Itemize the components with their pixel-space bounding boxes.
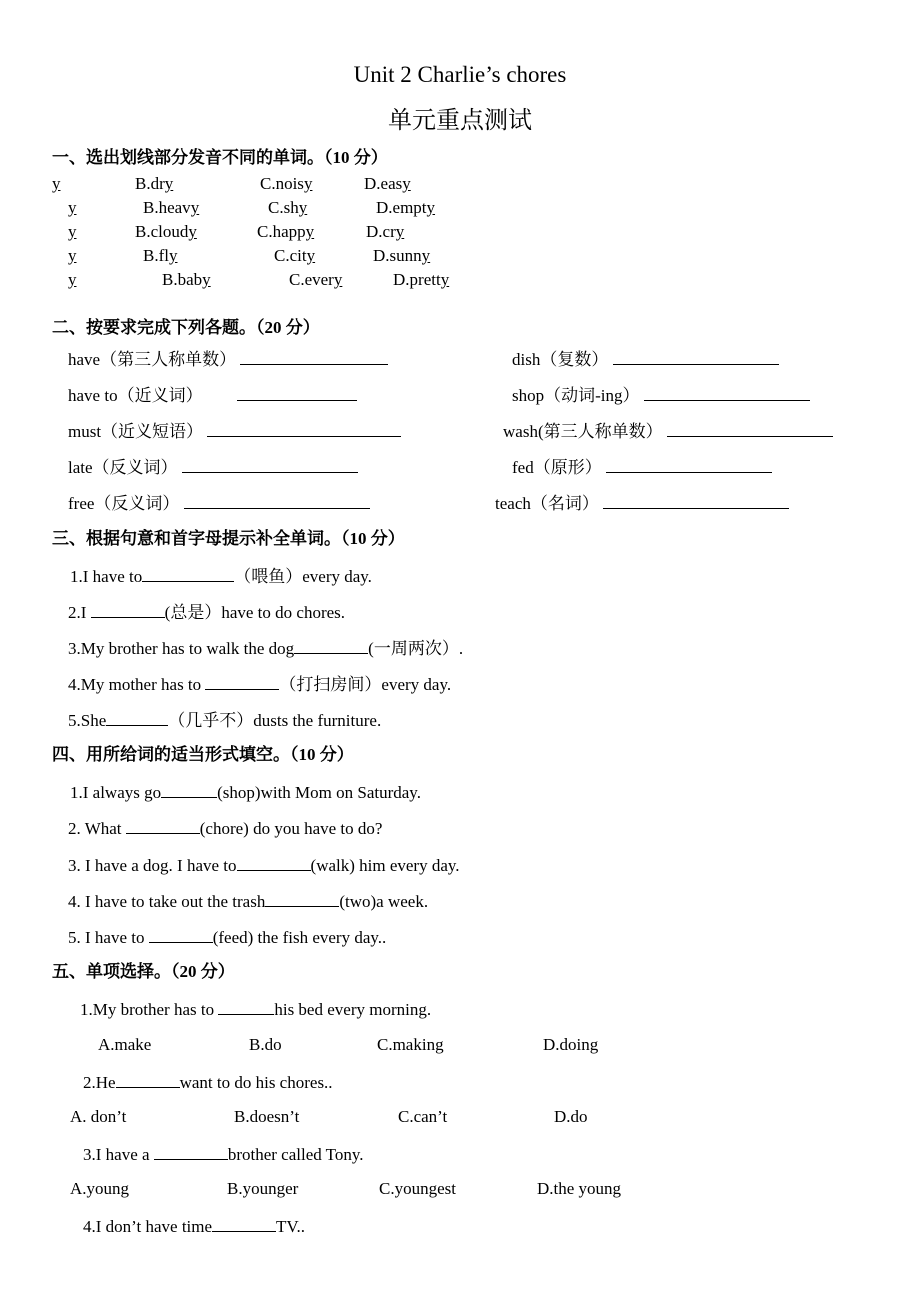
answer-blank[interactable] bbox=[116, 1071, 180, 1088]
answer-blank[interactable] bbox=[613, 348, 779, 365]
s4-item-5: 5. I have to (feed) the fish every day.. bbox=[68, 928, 387, 947]
answer-blank[interactable] bbox=[91, 601, 165, 618]
s2-item-2: dish（复数） bbox=[512, 348, 779, 370]
answer-blank[interactable] bbox=[294, 637, 368, 654]
s5-q3-option-b[interactable]: B.younger bbox=[227, 1179, 299, 1198]
s3-item-3: 3.My brother has to walk the dog (一周两次）. bbox=[68, 639, 464, 658]
answer-blank[interactable] bbox=[126, 817, 200, 834]
answer-blank[interactable] bbox=[603, 492, 789, 509]
s1-row3-a: y bbox=[68, 222, 77, 241]
s5-question-1: 1.My brother has to his bed every morning. bbox=[80, 1000, 432, 1019]
s3-item-1: 1.I have to （喂鱼）every day. bbox=[70, 567, 372, 586]
s3-item-2: 2.I (总是）have to do chores. bbox=[68, 603, 346, 622]
answer-blank[interactable] bbox=[212, 1215, 276, 1232]
s1-row2-c: C.shy bbox=[268, 198, 308, 217]
s1-row4-d: D.sunny bbox=[373, 246, 431, 265]
answer-blank[interactable] bbox=[667, 420, 833, 437]
s5-question-3: 3.I have a brother called Tony. bbox=[83, 1145, 364, 1164]
s5-q2-option-b[interactable]: B.doesn’t bbox=[234, 1107, 300, 1126]
s2-item-8: fed（原形） bbox=[512, 456, 772, 478]
s4-item-3: 3. I have a dog. I have to (walk) him every day. bbox=[68, 856, 460, 875]
s2-item-5: must（近义短语） bbox=[68, 420, 401, 442]
section-2-heading: 二、按要求完成下列各题。（20 分） bbox=[52, 318, 320, 337]
answer-blank[interactable] bbox=[265, 890, 339, 907]
s1-row4-b: B.fly bbox=[143, 246, 178, 265]
s4-item-2: 2. What (chore) do you have to do? bbox=[68, 819, 383, 838]
s3-item-5: 5.She （几乎不）dusts the furniture. bbox=[68, 711, 382, 730]
answer-blank[interactable] bbox=[182, 456, 358, 473]
s5-question-2: 2.He want to do his chores.. bbox=[83, 1073, 333, 1092]
s5-q1-option-a[interactable]: A.make bbox=[98, 1035, 152, 1054]
s1-row2-d: D.empty bbox=[376, 198, 436, 217]
s1-row3-d: D.cry bbox=[366, 222, 405, 241]
s1-row5-a: y bbox=[68, 270, 77, 289]
s1-row4-a: y bbox=[68, 246, 77, 265]
s2-item-3: have to（近义词） bbox=[68, 384, 357, 406]
answer-blank[interactable] bbox=[606, 456, 772, 473]
s4-item-1: 1.I always go (shop)with Mom on Saturday. bbox=[70, 783, 421, 802]
s5-q1-option-c[interactable]: C.making bbox=[377, 1035, 444, 1054]
s2-item-7: late（反义词） bbox=[68, 456, 358, 478]
answer-blank[interactable] bbox=[106, 709, 168, 726]
page-subtitle: 单元重点测试 bbox=[388, 108, 532, 134]
answer-blank[interactable] bbox=[240, 348, 388, 365]
s2-item-9: free（反义词） bbox=[68, 492, 370, 514]
s2-item-10: teach（名词） bbox=[495, 492, 789, 514]
s1-row1-c: C.noisy bbox=[260, 174, 313, 193]
section-1-heading: 一、选出划线部分发音不同的单词。（10 分） bbox=[52, 148, 388, 167]
s5-q1-option-b[interactable]: B.do bbox=[249, 1035, 282, 1054]
s1-row2-a: y bbox=[68, 198, 77, 217]
s5-q3-option-c[interactable]: C.youngest bbox=[379, 1179, 456, 1198]
s1-row4-c: C.city bbox=[274, 246, 316, 265]
s5-question-4: 4.I don’t have time TV.. bbox=[83, 1217, 306, 1236]
section-4-heading: 四、用所给词的适当形式填空。（10 分） bbox=[52, 745, 354, 764]
s2-item-1: have（第三人称单数） bbox=[68, 348, 388, 370]
s4-item-4: 4. I have to take out the trash (two)a week. bbox=[68, 892, 429, 911]
answer-blank[interactable] bbox=[154, 1143, 228, 1160]
s2-item-6: wash(第三人称单数） bbox=[503, 420, 833, 442]
section-5-heading: 五、单项选择。（20 分） bbox=[52, 962, 235, 981]
answer-blank[interactable] bbox=[149, 926, 213, 943]
answer-blank[interactable] bbox=[207, 420, 401, 437]
s1-row1-b: B.dry bbox=[135, 174, 174, 193]
answer-blank[interactable] bbox=[184, 492, 370, 509]
answer-blank[interactable] bbox=[161, 781, 217, 798]
s5-q2-option-a[interactable]: A. don’t bbox=[70, 1107, 127, 1126]
answer-blank[interactable] bbox=[237, 854, 311, 871]
answer-blank[interactable] bbox=[205, 673, 279, 690]
s3-item-4: 4.My mother has to （打扫房间）every day. bbox=[68, 675, 452, 694]
s1-row5-c: C.every bbox=[289, 270, 343, 289]
s5-q2-option-d[interactable]: D.do bbox=[554, 1107, 588, 1126]
s1-row3-c: C.happy bbox=[257, 222, 315, 241]
answer-blank[interactable] bbox=[218, 998, 274, 1015]
section-3-heading: 三、根据句意和首字母提示补全单词。（10 分） bbox=[52, 529, 405, 548]
s1-row2-b: B.heavy bbox=[143, 198, 200, 217]
s5-q2-option-c[interactable]: C.can’t bbox=[398, 1107, 448, 1126]
s5-q1-option-d[interactable]: D.doing bbox=[543, 1035, 599, 1054]
s1-row5-b: B.baby bbox=[162, 270, 211, 289]
s5-q3-option-d[interactable]: D.the young bbox=[537, 1179, 622, 1198]
s1-row1-a: y bbox=[52, 174, 61, 193]
s5-q3-option-a[interactable]: A.young bbox=[70, 1179, 130, 1198]
s1-row1-d: D.easy bbox=[364, 174, 411, 193]
s1-row5-d: D.pretty bbox=[393, 270, 450, 289]
answer-blank[interactable] bbox=[237, 384, 357, 401]
answer-blank[interactable] bbox=[142, 565, 234, 582]
answer-blank[interactable] bbox=[644, 384, 810, 401]
s1-row3-b: B.cloudy bbox=[135, 222, 197, 241]
page-title: Unit 2 Charlie’s chores bbox=[353, 62, 567, 87]
s2-item-4: shop（动词-ing） bbox=[512, 384, 810, 406]
